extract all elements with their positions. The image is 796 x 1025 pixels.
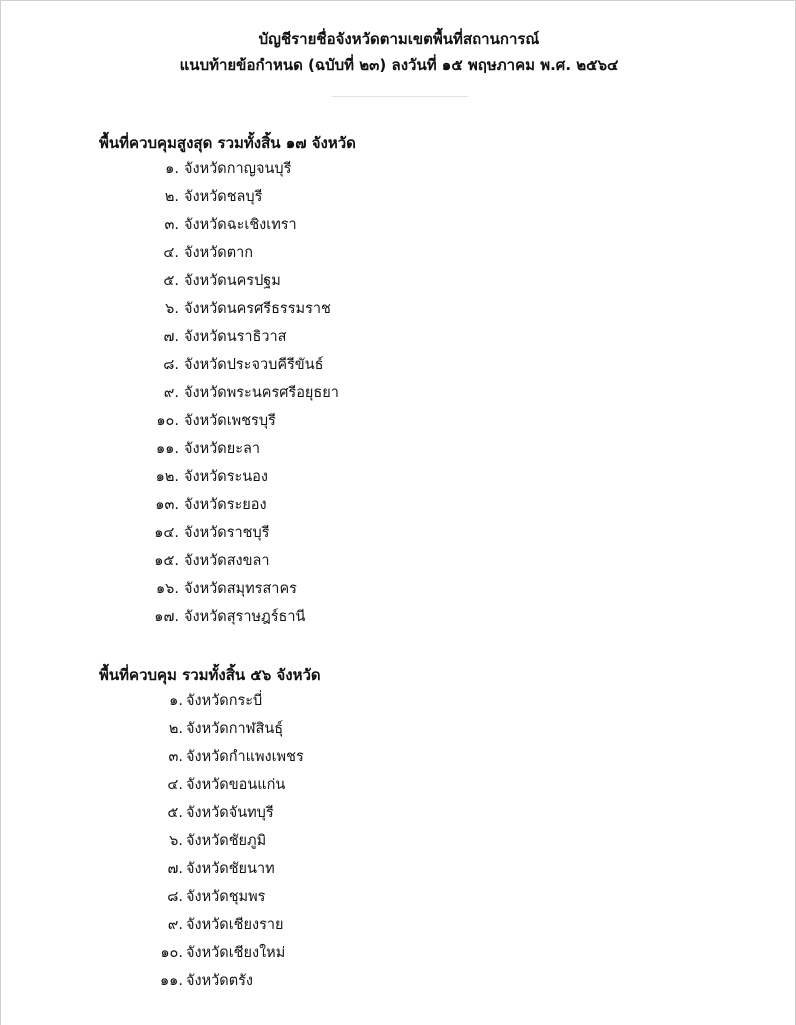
list-item [1,267,796,295]
list-item-number: ๙. [167,917,183,933]
list-item [1,239,796,267]
list-item [1,687,796,715]
list-item [1,883,796,911]
list-item-number: ๘. [167,889,183,905]
list-item [1,379,796,407]
list-item-number: ๔. [167,777,183,793]
list-item [1,715,796,743]
list-item-number: ๑๓. [155,497,179,513]
list-item-number: ๑๕. [154,553,179,569]
section-heading-highest-control: พื้นที่ควบคุมสูงสุด รวมทั้งสิ้น ๑๗ จังหวัด [99,134,356,152]
list-item-number: ๑๑. [155,441,179,457]
list-item [1,351,796,379]
list-item-province-name: จังหวัดระนอง [184,469,268,485]
list-item-number: ๙. [163,385,179,401]
list-item-province-name: จังหวัดสงขลา [184,553,270,569]
list-item [1,743,796,771]
list-item [1,183,796,211]
list-item-province-name: จังหวัดประจวบคีรีขันธ์ [184,357,324,373]
list-item-number: ๑๔. [154,525,179,541]
list-item-number: ๑๗. [154,609,179,625]
list-item-province-name: จังหวัดสมุทรสาคร [184,581,297,597]
list-item-province-name: จังหวัดเชียงใหม่ [186,945,286,961]
list-item [1,799,796,827]
document-subtitle: แนบท้ายข้อกำหนด (ฉบับที่ ๒๓) ลงวันที่ ๑๕ พฤษภาคม พ.ศ. ๒๕๖๔ [179,56,619,74]
list-item-province-name: จังหวัดขอนแก่น [186,777,286,793]
list-item [1,855,796,883]
list-item-province-name: จังหวัดชุมพร [186,889,266,905]
list-item-number: ๔. [163,245,179,261]
list-item-number: ๓. [168,749,183,765]
list-item [1,155,796,183]
list-item-province-name: จังหวัดจันทบุรี [186,805,274,821]
list-item [1,407,796,435]
list-item [1,547,796,575]
list-item [1,211,796,239]
section-heading-control: พื้นที่ควบคุม รวมทั้งสิ้น ๕๖ จังหวัด [99,666,321,684]
list-item-number: ๕. [163,273,179,289]
list-item [1,939,796,967]
list-item-number: ๑๐. [156,413,179,429]
list-item-number: ๑๑. [159,973,183,989]
list-item-number: ๖. [169,833,183,849]
list-item-province-name: จังหวัดนครปฐม [184,273,281,289]
list-item-number: ๖. [165,301,179,317]
list-item [1,491,796,519]
list-item [1,435,796,463]
list-item [1,463,796,491]
list-item [1,575,796,603]
list-item-number: ๑. [169,693,183,709]
list-item-number: ๑. [165,161,179,177]
list-item-province-name: จังหวัดยะลา [184,441,261,457]
list-item-province-name: จังหวัดกาฬสินธุ์ [186,721,284,737]
list-item-province-name: จังหวัดกาญจนบุรี [184,161,292,177]
list-item [1,771,796,799]
list-item-province-name: จังหวัดกระบี่ [186,693,263,709]
list-item-province-name: จังหวัดราชบุรี [184,525,270,541]
list-item-number: ๒. [168,721,183,737]
list-item-province-name: จังหวัดตาก [184,245,254,261]
list-item-number: ๒. [164,189,179,205]
list-item-number: ๗. [163,329,179,345]
document-title: บัญชีรายชื่อจังหวัดตามเขตพื้นที่สถานการณ์ [258,30,540,48]
province-list-control [1,687,796,995]
list-item-number: ๘. [163,357,179,373]
list-item-number: ๑๖. [155,581,179,597]
list-item-province-name: จังหวัดนครศรีธรรมราช [184,301,331,317]
list-item-province-name: จังหวัดชัยภูมิ [186,833,267,849]
list-item-province-name: จังหวัดฉะเชิงเทรา [184,217,297,233]
list-item-province-name: จังหวัดเชียงราย [186,917,284,933]
list-item-province-name: จังหวัดสุราษฎร์ธานี [184,609,306,625]
title-divider [332,96,468,97]
list-item [1,519,796,547]
list-item-province-name: จังหวัดชัยนาท [186,861,275,877]
list-item-number: ๑๒. [155,469,179,485]
list-item-province-name: จังหวัดกำแพงเพชร [186,749,304,765]
list-item [1,323,796,351]
list-item-number: ๕. [167,805,183,821]
list-item-province-name: จังหวัดพระนครศรีอยุธยา [184,385,339,401]
list-item-province-name: จังหวัดเพชรบุรี [184,413,276,429]
list-item-number: ๑๐. [160,945,183,961]
list-item-province-name: จังหวัดระยอง [184,497,267,513]
list-item [1,967,796,995]
list-item-number: ๓. [164,217,179,233]
province-list-highest-control [1,155,796,631]
list-item [1,295,796,323]
list-item [1,911,796,939]
list-item-province-name: จังหวัดตรัง [186,973,253,989]
list-item-number: ๗. [167,861,183,877]
list-item-province-name: จังหวัดนราธิวาส [184,329,287,345]
list-item-province-name: จังหวัดชลบุรี [184,189,263,205]
list-item [1,827,796,855]
list-item [1,603,796,631]
